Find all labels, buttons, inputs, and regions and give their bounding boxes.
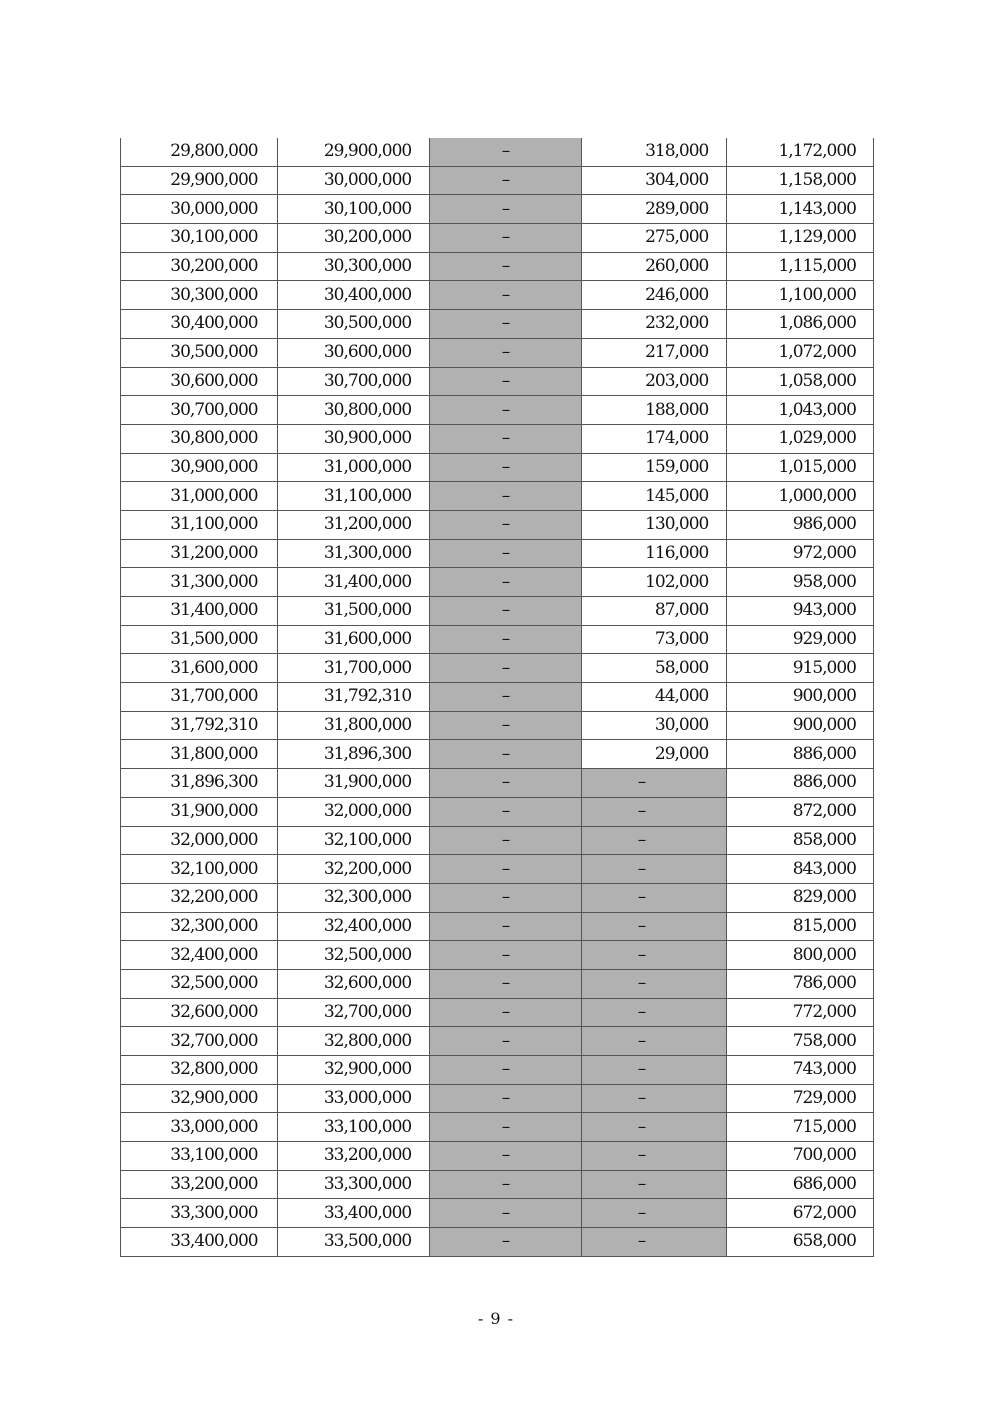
table-cell-col1: 30,300,000 xyxy=(121,281,278,310)
page-number: - 9 - xyxy=(477,1309,515,1328)
table-row xyxy=(121,855,874,884)
table-cell-col3: – xyxy=(430,224,582,253)
table-cell-col3: – xyxy=(430,912,582,941)
table-cell-col5: 829,000 xyxy=(727,883,874,912)
table-cell-col5: 872,000 xyxy=(727,797,874,826)
table-cell-col5: 815,000 xyxy=(727,912,874,941)
table-cell-col2: 33,500,000 xyxy=(277,1228,430,1257)
table-cell-col1: 30,600,000 xyxy=(121,367,278,396)
table-cell-col2: 32,100,000 xyxy=(277,826,430,855)
table-cell-col2: 30,700,000 xyxy=(277,367,430,396)
table-row xyxy=(121,367,874,396)
table-cell-col2: 31,600,000 xyxy=(277,625,430,654)
table-row xyxy=(121,1113,874,1142)
table-cell-col3: – xyxy=(430,1142,582,1171)
table-cell-col4: 246,000 xyxy=(581,281,727,310)
table-row xyxy=(121,138,874,166)
table-cell-col1: 30,500,000 xyxy=(121,338,278,367)
table-cell-col3: – xyxy=(430,969,582,998)
table-cell-col1: 30,100,000 xyxy=(121,224,278,253)
table-cell-col3: – xyxy=(430,711,582,740)
table-cell-col5: 1,158,000 xyxy=(727,166,874,195)
table-row xyxy=(121,195,874,224)
table-cell-col4: 188,000 xyxy=(581,396,727,425)
table-cell-col2: 30,800,000 xyxy=(277,396,430,425)
table-cell-col4: – xyxy=(581,969,727,998)
table-cell-col2: 30,000,000 xyxy=(277,166,430,195)
table-cell-col2: 31,100,000 xyxy=(277,482,430,511)
table-cell-col4: – xyxy=(581,855,727,884)
table-cell-col5: 900,000 xyxy=(727,683,874,712)
table-cell-col4: – xyxy=(581,1113,727,1142)
table-row xyxy=(121,1027,874,1056)
table-cell-col2: 31,792,310 xyxy=(277,683,430,712)
table-cell-col4: – xyxy=(581,1142,727,1171)
table-cell-col1: 32,700,000 xyxy=(121,1027,278,1056)
table-cell-col2: 33,400,000 xyxy=(277,1199,430,1228)
table-cell-col3: – xyxy=(430,424,582,453)
table-cell-col3: – xyxy=(430,310,582,339)
table-cell-col5: 886,000 xyxy=(727,740,874,769)
table-cell-col2: 31,200,000 xyxy=(277,510,430,539)
table-row xyxy=(121,912,874,941)
table-cell-col2: 31,900,000 xyxy=(277,769,430,798)
table-cell-col3: – xyxy=(430,597,582,626)
table-cell-col3: – xyxy=(430,683,582,712)
table-row xyxy=(121,797,874,826)
table-cell-col3: – xyxy=(430,510,582,539)
table-cell-col5: 958,000 xyxy=(727,568,874,597)
table-cell-col2: 30,100,000 xyxy=(277,195,430,224)
table-cell-col4: 87,000 xyxy=(581,597,727,626)
table-cell-col4: 73,000 xyxy=(581,625,727,654)
table-cell-col3: – xyxy=(430,338,582,367)
table-cell-col1: 31,800,000 xyxy=(121,740,278,769)
table-cell-col4: 203,000 xyxy=(581,367,727,396)
table-row xyxy=(121,654,874,683)
table-cell-col2: 32,300,000 xyxy=(277,883,430,912)
table-cell-col3: – xyxy=(430,482,582,511)
table-row xyxy=(121,769,874,798)
table-cell-col5: 1,129,000 xyxy=(727,224,874,253)
table-cell-col2: 30,900,000 xyxy=(277,424,430,453)
table-cell-col4: – xyxy=(581,797,727,826)
tax-table xyxy=(120,138,874,1257)
table-cell-col2: 32,500,000 xyxy=(277,941,430,970)
table-cell-col5: 943,000 xyxy=(727,597,874,626)
table-cell-col1: 31,900,000 xyxy=(121,797,278,826)
table-cell-col2: 32,900,000 xyxy=(277,1056,430,1085)
table-row xyxy=(121,683,874,712)
table-cell-col5: 915,000 xyxy=(727,654,874,683)
table-cell-col1: 32,100,000 xyxy=(121,855,278,884)
table-cell-col4: 318,000 xyxy=(581,138,727,166)
table-row xyxy=(121,1056,874,1085)
table-cell-col5: 1,000,000 xyxy=(727,482,874,511)
table-cell-col2: 30,500,000 xyxy=(277,310,430,339)
table-cell-col2: 29,900,000 xyxy=(277,138,430,166)
table-cell-col4: 30,000 xyxy=(581,711,727,740)
table-row xyxy=(121,998,874,1027)
table-cell-col2: 30,400,000 xyxy=(277,281,430,310)
table-cell-col5: 672,000 xyxy=(727,1199,874,1228)
table-cell-col5: 858,000 xyxy=(727,826,874,855)
table-cell-col4: – xyxy=(581,1228,727,1257)
table-row xyxy=(121,453,874,482)
table-cell-col5: 686,000 xyxy=(727,1170,874,1199)
table-cell-col4: 217,000 xyxy=(581,338,727,367)
table-cell-col3: – xyxy=(430,1056,582,1085)
table-row xyxy=(121,740,874,769)
table-cell-col3: – xyxy=(430,195,582,224)
table-cell-col1: 30,400,000 xyxy=(121,310,278,339)
table-cell-col1: 32,300,000 xyxy=(121,912,278,941)
table-cell-col4: 116,000 xyxy=(581,539,727,568)
table-cell-col1: 30,900,000 xyxy=(121,453,278,482)
table-cell-col2: 33,000,000 xyxy=(277,1084,430,1113)
table-cell-col4: 130,000 xyxy=(581,510,727,539)
table-cell-col3: – xyxy=(430,453,582,482)
table-row xyxy=(121,1084,874,1113)
table-cell-col1: 33,100,000 xyxy=(121,1142,278,1171)
table-cell-col5: 1,015,000 xyxy=(727,453,874,482)
table-cell-col3: – xyxy=(430,998,582,1027)
table-cell-col2: 30,600,000 xyxy=(277,338,430,367)
table-cell-col1: 31,200,000 xyxy=(121,539,278,568)
table-cell-col3: – xyxy=(430,740,582,769)
table-cell-col2: 31,800,000 xyxy=(277,711,430,740)
table-cell-col3: – xyxy=(430,797,582,826)
table-cell-col1: 31,500,000 xyxy=(121,625,278,654)
table-row xyxy=(121,826,874,855)
table-cell-col1: 32,600,000 xyxy=(121,998,278,1027)
table-cell-col4: 145,000 xyxy=(581,482,727,511)
table-cell-col2: 31,300,000 xyxy=(277,539,430,568)
table-row xyxy=(121,883,874,912)
table-row xyxy=(121,625,874,654)
table-cell-col5: 658,000 xyxy=(727,1228,874,1257)
table-cell-col4: – xyxy=(581,1056,727,1085)
table-row xyxy=(121,338,874,367)
table-cell-col5: 1,072,000 xyxy=(727,338,874,367)
table-cell-col1: 31,792,310 xyxy=(121,711,278,740)
table-cell-col3: – xyxy=(430,855,582,884)
table-row xyxy=(121,969,874,998)
table-cell-col3: – xyxy=(430,769,582,798)
table-cell-col5: 1,086,000 xyxy=(727,310,874,339)
table-row xyxy=(121,1142,874,1171)
table-row xyxy=(121,568,874,597)
table-cell-col1: 30,000,000 xyxy=(121,195,278,224)
table-cell-col3: – xyxy=(430,883,582,912)
table-row xyxy=(121,711,874,740)
table-cell-col1: 32,800,000 xyxy=(121,1056,278,1085)
table-row xyxy=(121,1228,874,1257)
table-cell-col1: 33,000,000 xyxy=(121,1113,278,1142)
table-cell-col2: 32,000,000 xyxy=(277,797,430,826)
table-cell-col3: – xyxy=(430,826,582,855)
table-cell-col4: 102,000 xyxy=(581,568,727,597)
table-cell-col1: 32,900,000 xyxy=(121,1084,278,1113)
table-cell-col1: 32,000,000 xyxy=(121,826,278,855)
table-cell-col1: 31,600,000 xyxy=(121,654,278,683)
table-row xyxy=(121,424,874,453)
table-cell-col1: 29,900,000 xyxy=(121,166,278,195)
table-cell-col2: 30,300,000 xyxy=(277,252,430,281)
table-cell-col5: 1,043,000 xyxy=(727,396,874,425)
table-cell-col4: 29,000 xyxy=(581,740,727,769)
table-cell-col4: – xyxy=(581,998,727,1027)
table-cell-col3: – xyxy=(430,941,582,970)
table-cell-col1: 33,200,000 xyxy=(121,1170,278,1199)
table-cell-col2: 32,800,000 xyxy=(277,1027,430,1056)
table-cell-col3: – xyxy=(430,625,582,654)
table-cell-col1: 31,100,000 xyxy=(121,510,278,539)
table-cell-col4: – xyxy=(581,912,727,941)
table-cell-col4: 289,000 xyxy=(581,195,727,224)
table-cell-col4: 58,000 xyxy=(581,654,727,683)
table-row xyxy=(121,1170,874,1199)
table-cell-col5: 772,000 xyxy=(727,998,874,1027)
table-cell-col3: – xyxy=(430,1199,582,1228)
table-cell-col4: – xyxy=(581,1027,727,1056)
table-cell-col3: – xyxy=(430,166,582,195)
table-row xyxy=(121,510,874,539)
table-cell-col1: 33,400,000 xyxy=(121,1228,278,1257)
table-cell-col3: – xyxy=(430,539,582,568)
table-cell-col3: – xyxy=(430,1228,582,1257)
table-cell-col5: 886,000 xyxy=(727,769,874,798)
table-cell-col1: 31,300,000 xyxy=(121,568,278,597)
table-cell-col5: 743,000 xyxy=(727,1056,874,1085)
table-cell-col5: 1,143,000 xyxy=(727,195,874,224)
table-row xyxy=(121,281,874,310)
table-cell-col4: 232,000 xyxy=(581,310,727,339)
table-cell-col5: 1,058,000 xyxy=(727,367,874,396)
table-cell-col5: 758,000 xyxy=(727,1027,874,1056)
table-cell-col5: 786,000 xyxy=(727,969,874,998)
table-cell-col5: 800,000 xyxy=(727,941,874,970)
table-row xyxy=(121,482,874,511)
table-cell-col5: 843,000 xyxy=(727,855,874,884)
table-cell-col4: 159,000 xyxy=(581,453,727,482)
table-cell-col2: 33,300,000 xyxy=(277,1170,430,1199)
table-cell-col4: – xyxy=(581,1199,727,1228)
table-cell-col2: 31,400,000 xyxy=(277,568,430,597)
table-cell-col1: 31,700,000 xyxy=(121,683,278,712)
tax-table-body xyxy=(121,138,874,1256)
table-cell-col5: 986,000 xyxy=(727,510,874,539)
table-cell-col1: 30,800,000 xyxy=(121,424,278,453)
table-cell-col5: 1,115,000 xyxy=(727,252,874,281)
table-row xyxy=(121,396,874,425)
table-row xyxy=(121,224,874,253)
table-cell-col2: 33,200,000 xyxy=(277,1142,430,1171)
table-cell-col2: 32,200,000 xyxy=(277,855,430,884)
table-cell-col3: – xyxy=(430,396,582,425)
table-cell-col1: 32,400,000 xyxy=(121,941,278,970)
table-cell-col4: 304,000 xyxy=(581,166,727,195)
table-row xyxy=(121,310,874,339)
table-cell-col5: 729,000 xyxy=(727,1084,874,1113)
table-row xyxy=(121,597,874,626)
table-row xyxy=(121,1199,874,1228)
table-cell-col1: 31,896,300 xyxy=(121,769,278,798)
table-cell-col1: 29,800,000 xyxy=(121,138,278,166)
table-row xyxy=(121,539,874,568)
table-cell-col2: 31,700,000 xyxy=(277,654,430,683)
table-cell-col1: 33,300,000 xyxy=(121,1199,278,1228)
table-cell-col1: 30,200,000 xyxy=(121,252,278,281)
table-cell-col1: 32,200,000 xyxy=(121,883,278,912)
table-cell-col1: 31,000,000 xyxy=(121,482,278,511)
table-cell-col1: 32,500,000 xyxy=(121,969,278,998)
table-cell-col2: 31,000,000 xyxy=(277,453,430,482)
table-cell-col2: 33,100,000 xyxy=(277,1113,430,1142)
table-cell-col4: – xyxy=(581,941,727,970)
table-row xyxy=(121,941,874,970)
table-cell-col4: 260,000 xyxy=(581,252,727,281)
table-cell-col3: – xyxy=(430,654,582,683)
table-cell-col3: – xyxy=(430,1170,582,1199)
table-cell-col3: – xyxy=(430,1084,582,1113)
table-cell-col5: 1,029,000 xyxy=(727,424,874,453)
table-cell-col5: 1,100,000 xyxy=(727,281,874,310)
table-cell-col3: – xyxy=(430,1113,582,1142)
table-cell-col3: – xyxy=(430,1027,582,1056)
table-cell-col5: 929,000 xyxy=(727,625,874,654)
table-cell-col4: 174,000 xyxy=(581,424,727,453)
table-cell-col2: 32,700,000 xyxy=(277,998,430,1027)
table-row xyxy=(121,166,874,195)
table-cell-col5: 715,000 xyxy=(727,1113,874,1142)
table-cell-col5: 700,000 xyxy=(727,1142,874,1171)
table-cell-col5: 900,000 xyxy=(727,711,874,740)
table-cell-col1: 31,400,000 xyxy=(121,597,278,626)
table-cell-col5: 1,172,000 xyxy=(727,138,874,166)
table-cell-col4: – xyxy=(581,1170,727,1199)
table-cell-col4: 44,000 xyxy=(581,683,727,712)
table-cell-col5: 972,000 xyxy=(727,539,874,568)
table-cell-col2: 30,200,000 xyxy=(277,224,430,253)
table-cell-col4: – xyxy=(581,883,727,912)
table-cell-col2: 32,600,000 xyxy=(277,969,430,998)
table-cell-col2: 31,896,300 xyxy=(277,740,430,769)
table-cell-col3: – xyxy=(430,252,582,281)
table-cell-col2: 31,500,000 xyxy=(277,597,430,626)
table-cell-col4: – xyxy=(581,1084,727,1113)
table-cell-col3: – xyxy=(430,281,582,310)
table-cell-col2: 32,400,000 xyxy=(277,912,430,941)
table-cell-col3: – xyxy=(430,138,582,166)
table-cell-col3: – xyxy=(430,568,582,597)
table-cell-col4: – xyxy=(581,826,727,855)
table-row xyxy=(121,252,874,281)
table-cell-col4: – xyxy=(581,769,727,798)
table-cell-col3: – xyxy=(430,367,582,396)
table-cell-col4: 275,000 xyxy=(581,224,727,253)
table-cell-col1: 30,700,000 xyxy=(121,396,278,425)
